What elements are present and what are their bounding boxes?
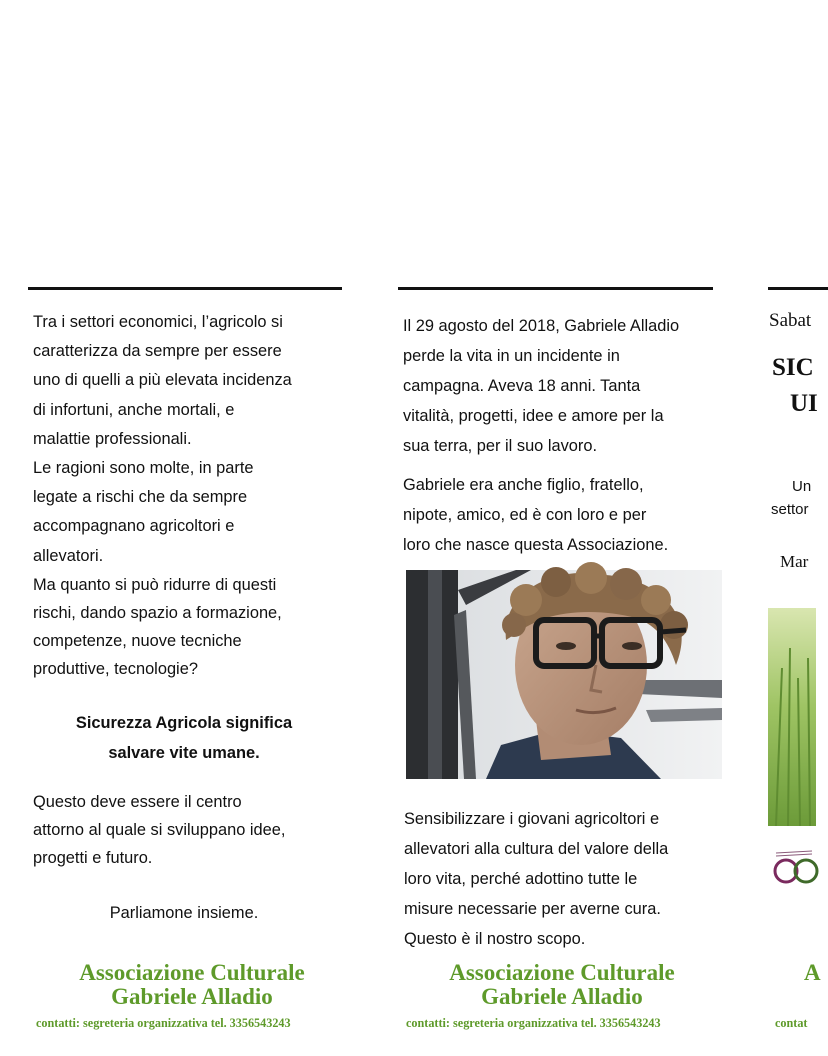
center-line: progetti e futuro. <box>33 849 153 867</box>
family-line: loro che nasce questa Associazione. <box>403 536 669 554</box>
intro-line: Ma quanto si può ridurre di questi <box>33 575 277 594</box>
org-name-fragment: A <box>804 960 821 985</box>
center-line: attorno al quale si sviluppano idee, <box>33 821 286 839</box>
contact-line-panel1: contatti: segreteria organizzativa tel. 3356543243 <box>36 1016 291 1030</box>
venue-fragment: Mar <box>780 552 809 571</box>
partner-logo <box>772 845 816 889</box>
intro-line: rischi, dando spazio a formazione, <box>33 603 282 622</box>
divider-rule-panel3 <box>768 287 828 290</box>
story-line: sua terra, per il suo lavoro. <box>403 437 598 455</box>
panel-intro <box>33 308 343 683</box>
center-paragraph <box>33 788 343 872</box>
mission-line: loro vita, perché adottino tutte le <box>404 870 638 888</box>
contact-fragment: contat <box>775 1016 808 1030</box>
contact-line-panel2: contatti: segreteria organizzativa tel. 3356543243 <box>406 1016 661 1030</box>
family-paragraph <box>403 470 728 560</box>
divider-rule-panel2 <box>398 287 713 290</box>
mission-line: allevatori alla cultura del valore della <box>404 840 669 858</box>
highlight-line: Sicurezza Agricola significa <box>75 714 293 732</box>
org-name-line1: Associazione Culturale <box>79 960 305 985</box>
intro-line: Le ragioni sono molte, in parte <box>33 459 254 478</box>
org-name-panel1 <box>28 961 356 1009</box>
story-line: vitalità, progetti, idee e amore per la <box>403 407 664 425</box>
title-fragment-1: SIC <box>772 354 814 381</box>
closing-line: Parliamone insieme. <box>109 904 259 922</box>
story-line: campagna. Aveva 18 anni. Tanta <box>403 377 641 395</box>
intro-line: legate a rischi che da sempre <box>33 488 248 507</box>
intro-paragraph <box>33 308 343 683</box>
mission-line: Sensibilizzare i giovani agricoltori e <box>404 810 660 828</box>
wheat-field-photo <box>768 608 816 826</box>
closing-text <box>28 899 340 928</box>
story-line: Il 29 agosto del 2018, Gabriele Alladio <box>403 317 680 335</box>
story-line: perde la vita in un incidente in <box>403 347 620 365</box>
highlight-line: salvare vite umane. <box>108 744 260 762</box>
mission-line: misure necessarie per averne cura. <box>404 900 661 918</box>
subtitle-fragment-1: Un <box>792 478 812 495</box>
divider-rule-panel1 <box>28 287 342 290</box>
intro-line: malattie professionali. <box>33 429 192 448</box>
intro-line: accompagnano agricoltori e <box>33 517 235 536</box>
org-name-line1: Associazione Culturale <box>449 960 675 985</box>
intro-line: produttive, tecnologie? <box>33 659 198 678</box>
subtitle-fragment-2: settor <box>771 501 809 518</box>
date-fragment: Sabat <box>769 310 812 331</box>
family-line: Gabriele era anche figlio, fratello, <box>403 476 644 494</box>
intro-line: Tra i settori economici, l’agricolo si <box>33 313 283 331</box>
intro-line: uno di quelli a più elevata incidenza <box>33 371 292 390</box>
org-name-line2: Gabriele Alladio <box>111 984 273 1009</box>
intro-line: allevatori. <box>33 546 104 565</box>
intro-line: caratterizza da sempre per essere <box>33 342 282 361</box>
org-name-panel2 <box>398 961 726 1009</box>
title-fragment-2: UI <box>790 390 818 417</box>
portrait-photo <box>406 570 722 779</box>
org-name-line2: Gabriele Alladio <box>481 984 643 1009</box>
panel-story <box>403 311 728 461</box>
family-line: nipote, amico, ed è con loro e per <box>403 506 647 524</box>
intro-line: competenze, nuove tecniche <box>33 631 242 650</box>
mission-paragraph <box>404 804 729 954</box>
intro-line: di infortuni, anche mortali, e <box>33 400 235 419</box>
mission-line: Questo è il nostro scopo. <box>404 930 586 948</box>
center-line: Questo deve essere il centro <box>33 793 242 811</box>
highlight-statement <box>28 708 340 768</box>
